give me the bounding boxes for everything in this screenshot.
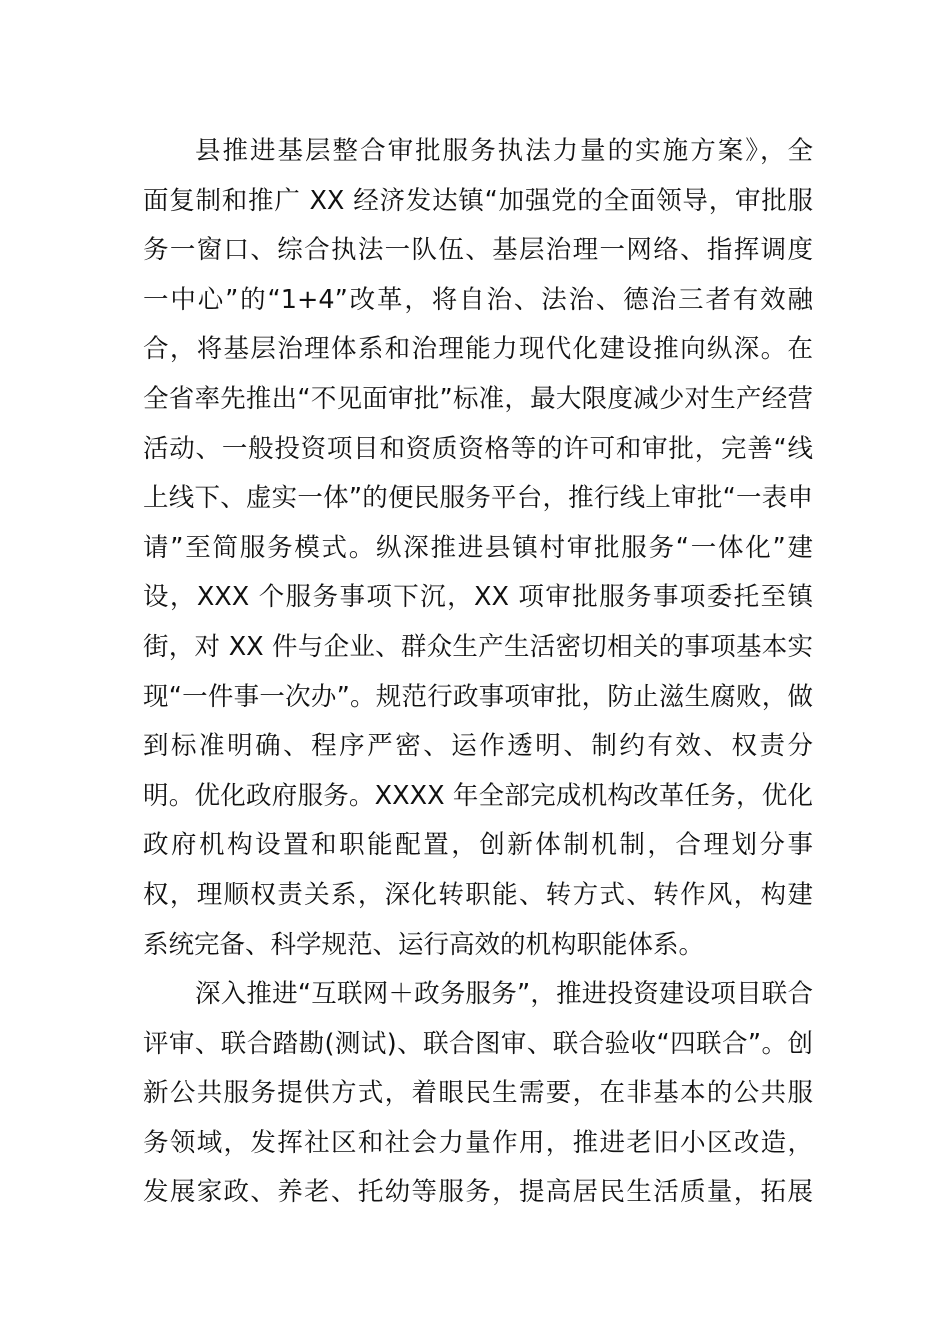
text-line: 街，对 XX 件与企业、群众生产生活密切相关的事项基本实 bbox=[143, 631, 813, 662]
text-line: 评审、联合踏勘(测试)、联合图审、联合验收“四联合”。创 bbox=[143, 1028, 813, 1059]
text-line: 明。优化政府服务。XXXX 年全部完成机构改革任务，优化 bbox=[143, 780, 813, 811]
paragraph-2 bbox=[143, 970, 813, 1218]
text-line: 到标准明确、程序严密、运作透明、制约有效、权责分 bbox=[143, 731, 813, 762]
paragraph-1 bbox=[143, 127, 813, 970]
text-line: 合，将基层治理体系和治理能力现代化建设推向纵深。在 bbox=[143, 334, 813, 365]
text-line: 权，理顺权责关系，深化转职能、转方式、转作风，构建 bbox=[143, 879, 813, 910]
text-line: 务一窗口、综合执法一队伍、基层治理一网络、指挥调度 bbox=[143, 235, 813, 266]
text-line: 面复制和推广 XX 经济发达镇“加强党的全面领导，审批服 bbox=[143, 185, 813, 216]
text-line: 县推进基层整合审批服务执法力量的实施方案》，全 bbox=[195, 136, 813, 166]
text-line: 现“一件事一次办”。规范行政事项审批，防止滋生腐败，做 bbox=[143, 681, 813, 712]
text-line: 政府机构设置和职能配置，创新体制机制，合理划分事 bbox=[143, 830, 813, 861]
text-line: 一中心”的“1+4”改革，将自治、法治、德治三者有效融 bbox=[143, 284, 813, 315]
text-line: 上线下、虚实一体”的便民服务平台，推行线上审批“一表申 bbox=[143, 483, 813, 514]
text-line: 深入推进“互联网＋政务服务”，推进投资建设项目联合 bbox=[195, 979, 813, 1010]
text-line: 全省率先推出“不见面审批”标准，最大限度减少对生产经营 bbox=[143, 383, 813, 414]
text-line: 务领域，发挥社区和社会力量作用，推进老旧小区改造， bbox=[143, 1127, 813, 1158]
text-line: 发展家政、养老、托幼等服务，提高居民生活质量，拓展 bbox=[143, 1177, 813, 1208]
text-line: 活动、一般投资项目和资质资格等的许可和审批，完善“线 bbox=[143, 433, 813, 464]
text-line: 请”至简服务模式。纵深推进县镇村审批服务“一体化”建 bbox=[143, 532, 813, 563]
document-body bbox=[143, 127, 813, 1218]
text-line: 新公共服务提供方式，着眼民生需要，在非基本的公共服 bbox=[143, 1078, 813, 1109]
text-line: 系统完备、科学规范、运行高效的机构职能体系。 bbox=[143, 929, 705, 960]
text-line: 设，XXX 个服务事项下沉，XX 项审批服务事项委托至镇 bbox=[143, 582, 813, 613]
